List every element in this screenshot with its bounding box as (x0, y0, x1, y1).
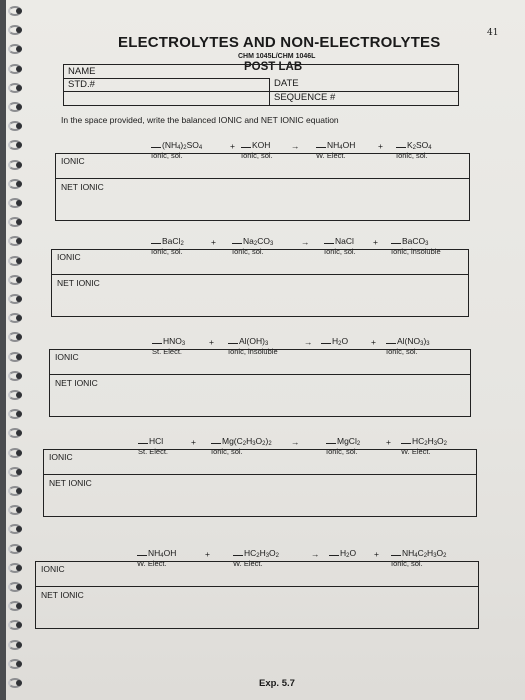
coefficient-blank[interactable] (233, 555, 243, 556)
coefficient-blank[interactable] (211, 443, 221, 444)
net-ionic-equation-space[interactable] (36, 587, 478, 628)
plus-sign: + (205, 549, 210, 559)
net-ionic-equation-space[interactable] (52, 275, 468, 316)
plus-sign: + (386, 437, 391, 447)
reaction-1-term-4-label: Ionic, sol. (396, 151, 428, 160)
plus-sign: + (209, 337, 214, 347)
punch-hole (16, 584, 22, 590)
punch-hole (16, 200, 22, 206)
coefficient-blank[interactable] (391, 243, 401, 244)
net-ionic-label: NET IONIC (41, 590, 84, 600)
reaction-5-term-4: $NH_4C_2H_3O_2$ (391, 548, 446, 558)
coefficient-blank[interactable] (321, 343, 331, 344)
punch-hole (16, 258, 22, 264)
reaction-2-answer-box (51, 249, 469, 317)
punch-hole (16, 469, 22, 475)
punch-hole (16, 85, 22, 91)
reaction-4-term-2: $Mg(C_2H_3O_2)_2$ (211, 436, 272, 446)
instructions: In the space provided, write the balanced IONIC and NET IONIC equation (61, 115, 339, 125)
net-ionic-equation-space[interactable] (44, 475, 476, 516)
reaction-2-term-4: BaCO$_3$ (391, 236, 428, 246)
reaction-3-term-1: $HNO_3$ (152, 336, 185, 346)
reaction-5-term-2: $HC_2H_3O_2$ (233, 548, 279, 558)
coefficient-blank[interactable] (396, 147, 406, 148)
spiral-binding (6, 0, 28, 700)
net-ionic-label: NET IONIC (57, 278, 100, 288)
coefficient-blank[interactable] (228, 343, 238, 344)
footer-exp-number: Exp. 5.7 (259, 678, 295, 689)
reaction-4-answer-box (43, 449, 477, 517)
sequence-label: SEQUENCE # (274, 92, 336, 103)
reaction-5-term-2-label: W. Elect. (233, 559, 263, 568)
punch-hole (16, 661, 22, 667)
reaction-3-term-1-label: St. Elect. (152, 347, 183, 356)
reaction-2-term-1-label: Ionic, sol. (151, 247, 183, 256)
reaction-arrow: → (301, 237, 310, 247)
net-ionic-label: NET IONIC (55, 378, 98, 388)
coefficient-blank[interactable] (391, 555, 401, 556)
plus-sign: + (211, 237, 216, 247)
student-info-table (63, 64, 459, 106)
ionic-equation-space[interactable] (56, 154, 469, 178)
net-ionic-label: NET IONIC (61, 182, 104, 192)
reaction-1-term-3-label: W. Elect. (316, 151, 346, 160)
reaction-1-term-3: $NH_4OH$ (316, 140, 355, 150)
reaction-5-term-4-label: Ionic, sol. (391, 559, 423, 568)
coefficient-blank[interactable] (138, 443, 148, 444)
coefficient-blank[interactable] (241, 147, 251, 148)
plus-sign: + (230, 141, 235, 151)
reaction-3-answer-box (49, 349, 471, 417)
coefficient-blank[interactable] (137, 555, 147, 556)
coefficient-blank[interactable] (151, 147, 161, 148)
coefficient-blank[interactable] (324, 243, 334, 244)
reaction-1-answer-box (55, 153, 470, 221)
post-lab-heading: POST LAB (244, 61, 303, 73)
coefficient-blank[interactable] (401, 443, 411, 444)
net-ionic-equation-space[interactable] (56, 179, 469, 220)
reaction-1-term-1-label: Ionic, sol. (151, 151, 183, 160)
reaction-arrow: → (311, 549, 320, 559)
date-label: DATE (274, 78, 299, 89)
coefficient-blank[interactable] (316, 147, 326, 148)
reaction-5-term-3: $H_2O$ (329, 548, 356, 558)
punch-hole (16, 373, 22, 379)
reaction-4-term-3-label: Ionic, sol. (326, 447, 358, 456)
name-label: NAME (68, 66, 96, 77)
reaction-2-term-2: $Na_2CO_3$ (232, 236, 273, 246)
punch-hole (16, 66, 22, 72)
punch-hole (16, 622, 22, 628)
reaction-2-term-1: BaCl$_2$ (151, 236, 184, 246)
punch-hole (16, 354, 22, 360)
reaction-3-term-2-label: Ionic, insoluble (228, 347, 278, 356)
punch-hole (16, 526, 22, 532)
net-ionic-label: NET IONIC (49, 478, 92, 488)
punch-hole (16, 277, 22, 283)
punch-hole (16, 8, 22, 14)
page-title: ELECTROLYTES AND NON-ELECTROLYTES (118, 34, 441, 51)
reaction-4-term-1: HCl (138, 436, 163, 446)
plus-sign: + (191, 437, 196, 447)
reaction-arrow: → (291, 141, 300, 151)
plus-sign: + (378, 141, 383, 151)
punch-hole (16, 450, 22, 456)
ionic-equation-space[interactable] (50, 350, 470, 374)
coefficient-blank[interactable] (232, 243, 242, 244)
punch-hole (16, 104, 22, 110)
reaction-4-term-3: MgCl$_2$ (326, 436, 360, 446)
ionic-label: IONIC (49, 452, 73, 462)
reaction-5-answer-box (35, 561, 479, 629)
reaction-3-term-4-label: Ionic, sol. (386, 347, 418, 356)
plus-sign: + (373, 237, 378, 247)
punch-hole (16, 238, 22, 244)
ionic-equation-space[interactable] (44, 450, 476, 474)
course-code: CHM 1045L/CHM 1046L (238, 53, 316, 60)
coefficient-blank[interactable] (151, 243, 161, 244)
punch-hole (16, 546, 22, 552)
ionic-label: IONIC (57, 252, 81, 262)
reaction-2-term-3-label: Ionic, sol. (324, 247, 356, 256)
plus-sign: + (371, 337, 376, 347)
reaction-5-term-1-label: W. Elect. (137, 559, 167, 568)
reaction-2-term-4-label: Ionic, insoluble (391, 247, 441, 256)
page-number: 41 (487, 28, 499, 38)
punch-hole (16, 334, 22, 340)
ionic-label: IONIC (41, 564, 65, 574)
punch-hole (16, 680, 22, 686)
reaction-1-term-2-label: Ionic, sol. (241, 151, 273, 160)
ionic-equation-space[interactable] (52, 250, 468, 274)
punch-hole (16, 642, 22, 648)
punch-hole (16, 142, 22, 148)
reaction-4-term-1-label: St. Elect. (138, 447, 169, 456)
reaction-4-term-4: $HC_2H_3O_2$ (401, 436, 447, 446)
reaction-4-term-4-label: W. Elect. (401, 447, 431, 456)
coefficient-blank[interactable] (152, 343, 162, 344)
ionic-label: IONIC (55, 352, 79, 362)
reaction-5-term-1: $NH_4OH$ (137, 548, 176, 558)
reaction-arrow: → (304, 337, 313, 347)
reaction-1-term-1: $(NH_4)_2SO_4$ (151, 140, 202, 150)
punch-hole (16, 296, 22, 302)
punch-hole (16, 488, 22, 494)
coefficient-blank[interactable] (326, 443, 336, 444)
ionic-equation-space[interactable] (36, 562, 478, 586)
reaction-4-term-2-label: Ionic, sol. (211, 447, 243, 456)
reaction-3-term-2: $Al(OH)_3$ (228, 336, 268, 346)
std-label: STD.# (68, 79, 95, 90)
ionic-label: IONIC (61, 156, 85, 166)
worksheet-page (6, 0, 525, 700)
reaction-3-term-3: $H_2O$ (321, 336, 348, 346)
reaction-2-term-3: NaCl (324, 236, 354, 246)
reaction-arrow: → (291, 437, 300, 447)
reaction-2-term-2-label: Ionic, sol. (232, 247, 264, 256)
reaction-1-term-4: $K_2SO_4$ (396, 140, 432, 150)
reaction-3-term-4: $Al(NO_3)_3$ (386, 336, 430, 346)
punch-hole (16, 430, 22, 436)
reaction-1-term-2: KOH (241, 140, 270, 150)
punch-hole (16, 162, 22, 168)
plus-sign: + (374, 549, 379, 559)
punch-hole (16, 565, 22, 571)
net-ionic-equation-space[interactable] (50, 375, 470, 416)
coefficient-blank[interactable] (386, 343, 396, 344)
punch-hole (16, 46, 22, 52)
coefficient-blank[interactable] (329, 555, 339, 556)
punch-hole (16, 392, 22, 398)
punch-hole (16, 181, 22, 187)
